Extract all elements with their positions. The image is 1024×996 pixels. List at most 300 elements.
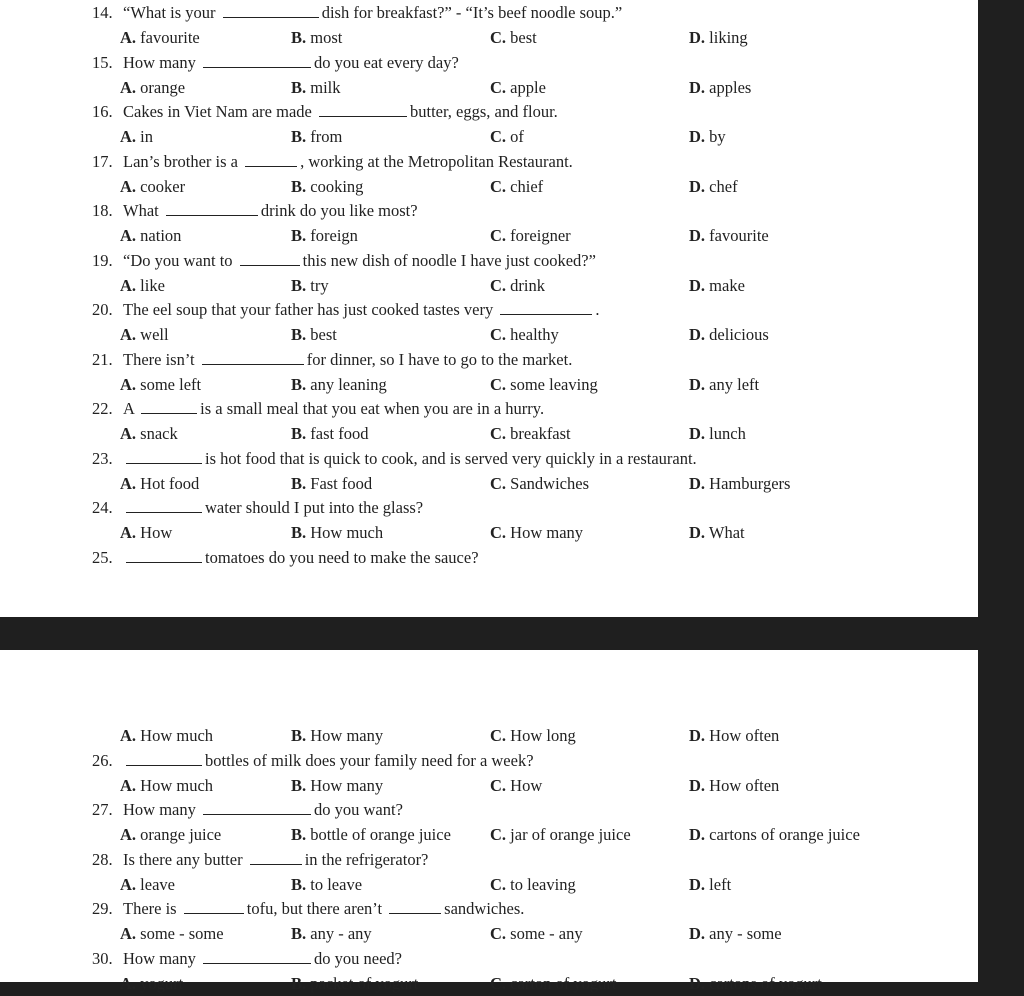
answer-blank[interactable] — [184, 896, 244, 914]
option-c[interactable] — [490, 273, 545, 298]
question-line — [0, 347, 978, 372]
answer-blank[interactable] — [500, 297, 592, 315]
option-letter: B. — [291, 424, 307, 443]
option-b[interactable] — [291, 471, 372, 496]
option-letter: B. — [291, 473, 307, 493]
option-c[interactable] — [490, 75, 546, 100]
option-letter: A. — [120, 775, 137, 795]
option-d[interactable] — [689, 822, 860, 847]
option-letter: C. — [490, 924, 507, 944]
option-letter: B. — [291, 924, 307, 944]
option-letter: A. — [120, 874, 137, 894]
question-line — [0, 248, 978, 273]
option-letter: C. — [490, 726, 507, 745]
option-letter: C. — [490, 176, 507, 196]
answer-blank[interactable] — [203, 797, 311, 815]
option-b[interactable] — [291, 322, 337, 347]
answer-blank[interactable] — [319, 99, 407, 117]
options-line — [0, 921, 978, 946]
option-text: orange — [140, 77, 186, 97]
option-text: some left — [140, 374, 202, 394]
option-b[interactable] — [291, 723, 383, 748]
options-line — [0, 174, 978, 199]
question-number: 28. — [92, 849, 113, 869]
option-text: How often — [709, 775, 780, 795]
option-letter: C. — [490, 374, 507, 394]
option-b[interactable] — [291, 174, 363, 199]
option-letter: B. — [291, 176, 307, 196]
question-text — [123, 495, 423, 520]
question-text — [123, 99, 558, 124]
option-text: cartons of yogurt — [709, 974, 822, 993]
question-number: 22. — [92, 399, 113, 418]
option-b[interactable] — [291, 223, 358, 248]
option-c[interactable] — [490, 471, 589, 496]
answer-blank[interactable] — [166, 198, 258, 216]
option-letter: A. — [120, 275, 137, 295]
option-text: How much — [140, 775, 214, 795]
option-letter: D. — [689, 28, 706, 47]
option-text: How much — [140, 726, 214, 745]
question-text-segment: do you want? — [314, 800, 403, 820]
options-line — [0, 372, 978, 397]
option-letter: C. — [490, 28, 507, 47]
option-a[interactable] — [120, 822, 221, 847]
question-text-segment: do you eat every day? — [314, 52, 459, 72]
option-text: bottle of orange juice — [310, 825, 451, 845]
option-a[interactable] — [120, 25, 200, 50]
answer-blank[interactable] — [126, 446, 202, 464]
options-line — [0, 723, 978, 748]
question-line — [0, 797, 978, 822]
option-d[interactable] — [689, 124, 726, 149]
option-text: liking — [709, 28, 748, 47]
option-text: packet of yogurt — [310, 974, 419, 993]
question-text — [123, 0, 622, 25]
answer-blank[interactable] — [389, 896, 441, 914]
option-text: Sandwiches — [510, 473, 589, 493]
question-text-segment: Cakes in Viet Nam are made — [123, 102, 316, 121]
question-text-segment: tomatoes do you need to make the sauce? — [205, 547, 479, 567]
question-text — [123, 149, 573, 174]
option-d[interactable] — [689, 421, 746, 446]
question-text — [123, 545, 479, 570]
question-text-segment: “What is your — [123, 3, 220, 22]
options-line — [0, 773, 978, 798]
option-letter: B. — [291, 275, 307, 295]
option-letter: D. — [689, 726, 706, 745]
option-text: lunch — [709, 424, 746, 443]
option-b[interactable] — [291, 822, 451, 847]
question-line — [0, 896, 978, 921]
option-letter: B. — [291, 726, 307, 745]
option-c[interactable] — [490, 124, 524, 149]
answer-blank[interactable] — [126, 748, 202, 766]
option-text: carton of yogurt — [510, 974, 617, 993]
option-a[interactable] — [120, 971, 183, 996]
option-c[interactable] — [490, 520, 583, 545]
options-line — [0, 223, 978, 248]
question-text-segment: butter, eggs, and flour. — [409, 102, 558, 121]
option-c[interactable] — [490, 25, 537, 50]
option-d[interactable] — [689, 372, 759, 397]
option-text: Hot food — [140, 473, 200, 493]
option-letter: A. — [120, 226, 137, 245]
option-text: make — [709, 275, 745, 295]
question-text-segment: bottles of milk does your family need for a week? — [205, 750, 534, 770]
question-line — [0, 446, 978, 471]
option-text: jar of orange juice — [510, 825, 631, 845]
option-letter: A. — [120, 424, 137, 443]
option-d[interactable] — [689, 723, 779, 748]
option-letter: A. — [120, 924, 137, 944]
option-letter: B. — [291, 127, 307, 146]
option-a[interactable] — [120, 421, 178, 446]
question-line — [0, 50, 978, 75]
option-letter: D. — [689, 275, 706, 295]
option-letter: B. — [291, 825, 307, 845]
option-c[interactable] — [490, 322, 559, 347]
option-text: like — [140, 275, 165, 295]
option-text: to leave — [310, 874, 363, 894]
question-text — [123, 847, 428, 872]
option-letter: D. — [689, 176, 706, 196]
option-d[interactable] — [689, 520, 745, 545]
option-letter: D. — [689, 775, 706, 795]
option-a[interactable] — [120, 921, 224, 946]
option-text: cartons of orange juice — [709, 825, 860, 845]
option-b[interactable] — [291, 872, 362, 897]
options-line — [0, 520, 978, 545]
options-line — [0, 322, 978, 347]
option-letter: B. — [291, 523, 307, 542]
option-b[interactable] — [291, 421, 368, 446]
option-letter: C. — [490, 325, 507, 344]
question-line — [0, 297, 978, 322]
option-text: What — [708, 523, 745, 542]
question-text-segment: What — [123, 201, 163, 220]
option-letter: D. — [689, 874, 706, 894]
option-b[interactable] — [291, 124, 342, 149]
option-d[interactable] — [689, 322, 769, 347]
option-text: chef — [709, 176, 738, 196]
option-b[interactable] — [291, 921, 372, 946]
option-letter: B. — [291, 874, 307, 894]
question-text-segment: sandwiches. — [444, 899, 525, 919]
option-letter: D. — [689, 374, 706, 394]
option-letter: B. — [291, 974, 307, 993]
question-number: 14. — [92, 3, 113, 22]
question-text-segment: A — [123, 399, 139, 418]
option-c[interactable] — [490, 872, 576, 897]
option-text: Hamburgers — [709, 473, 791, 493]
answer-blank[interactable] — [141, 396, 197, 414]
question-number: 30. — [92, 949, 113, 968]
option-c[interactable] — [490, 921, 583, 946]
question-text — [123, 748, 534, 773]
option-letter: C. — [490, 825, 507, 845]
option-letter: A. — [120, 374, 137, 394]
option-d[interactable] — [689, 174, 738, 199]
option-text: foreign — [310, 226, 358, 245]
question-text-segment: , working at the Metropolitan Restaurant. — [300, 151, 573, 171]
option-text: to leaving — [510, 874, 576, 894]
question-line — [0, 748, 978, 773]
question-line — [0, 946, 978, 971]
option-b[interactable] — [291, 273, 329, 298]
option-text: any - any — [310, 924, 372, 944]
option-a[interactable] — [120, 273, 165, 298]
option-b[interactable] — [291, 773, 383, 798]
option-text: left — [709, 874, 732, 894]
option-d[interactable] — [689, 921, 782, 946]
option-c[interactable] — [490, 971, 616, 996]
option-letter: D. — [689, 473, 706, 493]
option-text: nation — [140, 226, 182, 245]
option-c[interactable] — [490, 223, 571, 248]
question-number: 25. — [92, 547, 113, 567]
option-letter: C. — [490, 226, 507, 245]
question-number: 15. — [92, 52, 113, 72]
question-text-segment: How many — [123, 52, 200, 72]
option-letter: C. — [490, 127, 507, 146]
option-b[interactable] — [291, 25, 342, 50]
option-letter: C. — [490, 424, 507, 443]
question-number: 21. — [92, 349, 113, 369]
question-text-segment: drink do you like most? — [260, 201, 418, 220]
question-text — [123, 896, 524, 921]
option-d[interactable] — [689, 471, 790, 496]
question-number: 24. — [92, 498, 113, 517]
question-text-segment: . — [595, 300, 600, 319]
option-b[interactable] — [291, 971, 418, 996]
option-text: leave — [140, 874, 175, 894]
option-a[interactable] — [120, 322, 169, 347]
option-c[interactable] — [490, 421, 571, 446]
option-d[interactable] — [689, 773, 779, 798]
option-text: fast food — [310, 424, 369, 443]
question-number: 19. — [92, 250, 113, 270]
option-text: foreigner — [510, 226, 571, 245]
option-letter: D. — [689, 825, 706, 845]
question-number: 29. — [92, 899, 113, 919]
option-text: favourite — [140, 28, 200, 47]
option-text: in — [140, 127, 154, 146]
answer-blank[interactable] — [203, 50, 311, 68]
option-c[interactable] — [490, 372, 598, 397]
options-line — [0, 25, 978, 50]
question-text — [123, 248, 596, 273]
option-d[interactable] — [689, 223, 769, 248]
option-text: most — [310, 28, 343, 47]
option-letter: D. — [689, 226, 706, 245]
option-text: Fast food — [310, 473, 373, 493]
option-c[interactable] — [490, 822, 631, 847]
option-letter: D. — [689, 325, 706, 344]
question-text-segment: How many — [123, 800, 200, 820]
question-text-segment: There isn’t — [123, 349, 199, 369]
question-line — [0, 149, 978, 174]
option-d[interactable] — [689, 25, 748, 50]
answer-blank[interactable] — [240, 248, 300, 266]
option-d[interactable] — [689, 971, 822, 996]
options-line — [0, 471, 978, 496]
option-b[interactable] — [291, 372, 387, 397]
option-c[interactable] — [490, 174, 543, 199]
option-letter: D. — [689, 924, 706, 944]
question-text — [123, 946, 402, 971]
question-text-segment: is a small meal that you eat when you are in a hurry. — [200, 399, 545, 418]
option-text: some - any — [510, 924, 583, 944]
question-line — [0, 198, 978, 223]
option-text: cooking — [310, 176, 364, 196]
option-letter: D. — [689, 127, 706, 146]
question-text — [123, 50, 459, 75]
option-letter: C. — [490, 874, 507, 894]
option-text: apples — [709, 77, 752, 97]
option-letter: A. — [120, 176, 137, 196]
option-text: try — [310, 275, 329, 295]
option-d[interactable] — [689, 273, 745, 298]
option-letter: C. — [490, 523, 507, 542]
question-text — [123, 297, 599, 322]
option-letter: B. — [291, 775, 307, 795]
option-letter: A. — [120, 127, 137, 146]
question-line — [0, 396, 978, 421]
option-text: How many — [310, 726, 384, 745]
options-line — [0, 273, 978, 298]
option-a[interactable] — [120, 520, 172, 545]
option-a[interactable] — [120, 223, 181, 248]
option-text: from — [310, 127, 343, 146]
option-b[interactable] — [291, 75, 341, 100]
option-letter: B. — [291, 226, 307, 245]
option-text: How long — [510, 726, 576, 745]
option-text: well — [140, 325, 169, 344]
option-letter: D. — [689, 424, 706, 443]
option-text: How often — [709, 726, 780, 745]
question-text-segment: in the refrigerator? — [304, 849, 429, 869]
option-letter: A. — [120, 473, 137, 493]
question-text — [123, 347, 572, 372]
question-text-segment: Is there any butter — [123, 849, 247, 869]
option-letter: B. — [291, 374, 307, 394]
question-number: 17. — [92, 151, 113, 171]
question-text-segment: Lan’s brother is a — [123, 151, 243, 171]
question-text-segment: for dinner, so I have to go to the market. — [306, 349, 573, 369]
option-letter: B. — [291, 325, 307, 344]
option-a[interactable] — [120, 872, 175, 897]
option-c[interactable] — [490, 773, 542, 798]
answer-blank[interactable] — [126, 495, 202, 513]
option-text: How — [510, 775, 543, 795]
option-text: milk — [310, 77, 341, 97]
question-text-segment: this new dish of noodle I have just cooked?” — [302, 250, 596, 270]
question-text-segment: There is — [123, 899, 181, 919]
option-letter: A. — [120, 825, 137, 845]
option-a[interactable] — [120, 471, 199, 496]
answer-blank[interactable] — [126, 545, 202, 563]
option-text: How many — [510, 523, 584, 542]
question-text — [123, 198, 418, 223]
question-text-segment: The eel soup that your father has just cooked tastes very — [123, 300, 498, 319]
options-line — [0, 421, 978, 446]
option-letter: C. — [490, 974, 507, 993]
option-letter: A. — [120, 974, 137, 993]
options-line — [0, 124, 978, 149]
option-a[interactable] — [120, 174, 185, 199]
question-text — [123, 797, 403, 822]
option-letter: C. — [490, 775, 507, 795]
option-text: orange juice — [140, 825, 222, 845]
question-number: 27. — [92, 800, 113, 820]
option-letter: D. — [689, 77, 706, 97]
question-text — [123, 446, 697, 471]
option-text: apple — [510, 77, 546, 97]
option-d[interactable] — [689, 872, 731, 897]
question-text-segment: dish for breakfast?” - “It’s beef noodle soup.” — [321, 3, 623, 22]
option-text: cooker — [140, 176, 186, 196]
option-text: best — [310, 325, 337, 344]
question-number: 23. — [92, 448, 113, 468]
option-a[interactable] — [120, 773, 213, 798]
option-c[interactable] — [490, 723, 576, 748]
option-text: snack — [140, 424, 178, 443]
option-b[interactable] — [291, 520, 383, 545]
question-line — [0, 495, 978, 520]
question-text-segment: How many — [123, 949, 200, 968]
option-letter: A. — [120, 77, 137, 97]
question-text-segment: is hot food that is quick to cook, and is served very quickly in a restaurant. — [205, 448, 697, 468]
option-a[interactable] — [120, 124, 153, 149]
option-text: any leaning — [310, 374, 387, 394]
option-a[interactable] — [120, 372, 201, 397]
option-letter: B. — [291, 77, 307, 97]
answer-blank[interactable] — [223, 0, 319, 18]
question-line — [0, 545, 978, 570]
option-text: chief — [510, 176, 544, 196]
option-text: best — [510, 28, 537, 47]
option-text: yogurt — [140, 974, 184, 993]
question-text — [123, 396, 544, 421]
option-letter: A. — [120, 523, 137, 542]
question-number: 26. — [92, 750, 113, 770]
option-text: favourite — [709, 226, 769, 245]
option-d[interactable] — [689, 75, 751, 100]
question-line — [0, 847, 978, 872]
worksheet-page-lower — [0, 650, 978, 993]
question-line — [0, 0, 978, 25]
option-text: some - some — [140, 924, 224, 944]
option-text: How — [140, 523, 173, 542]
option-letter: A. — [120, 726, 137, 745]
answer-blank[interactable] — [245, 149, 297, 167]
answer-blank[interactable] — [250, 847, 302, 865]
option-text: any left — [709, 374, 760, 394]
answer-blank[interactable] — [203, 946, 311, 964]
options-line — [0, 75, 978, 100]
option-a[interactable] — [120, 723, 213, 748]
answer-blank[interactable] — [202, 347, 304, 365]
option-letter: A. — [120, 28, 137, 47]
option-text: delicious — [709, 325, 769, 344]
option-text: How many — [310, 775, 384, 795]
option-letter: C. — [490, 275, 507, 295]
option-text: any - some — [709, 924, 782, 944]
options-line — [0, 822, 978, 847]
option-a[interactable] — [120, 75, 185, 100]
question-text-segment: tofu, but there aren’t — [246, 899, 387, 919]
